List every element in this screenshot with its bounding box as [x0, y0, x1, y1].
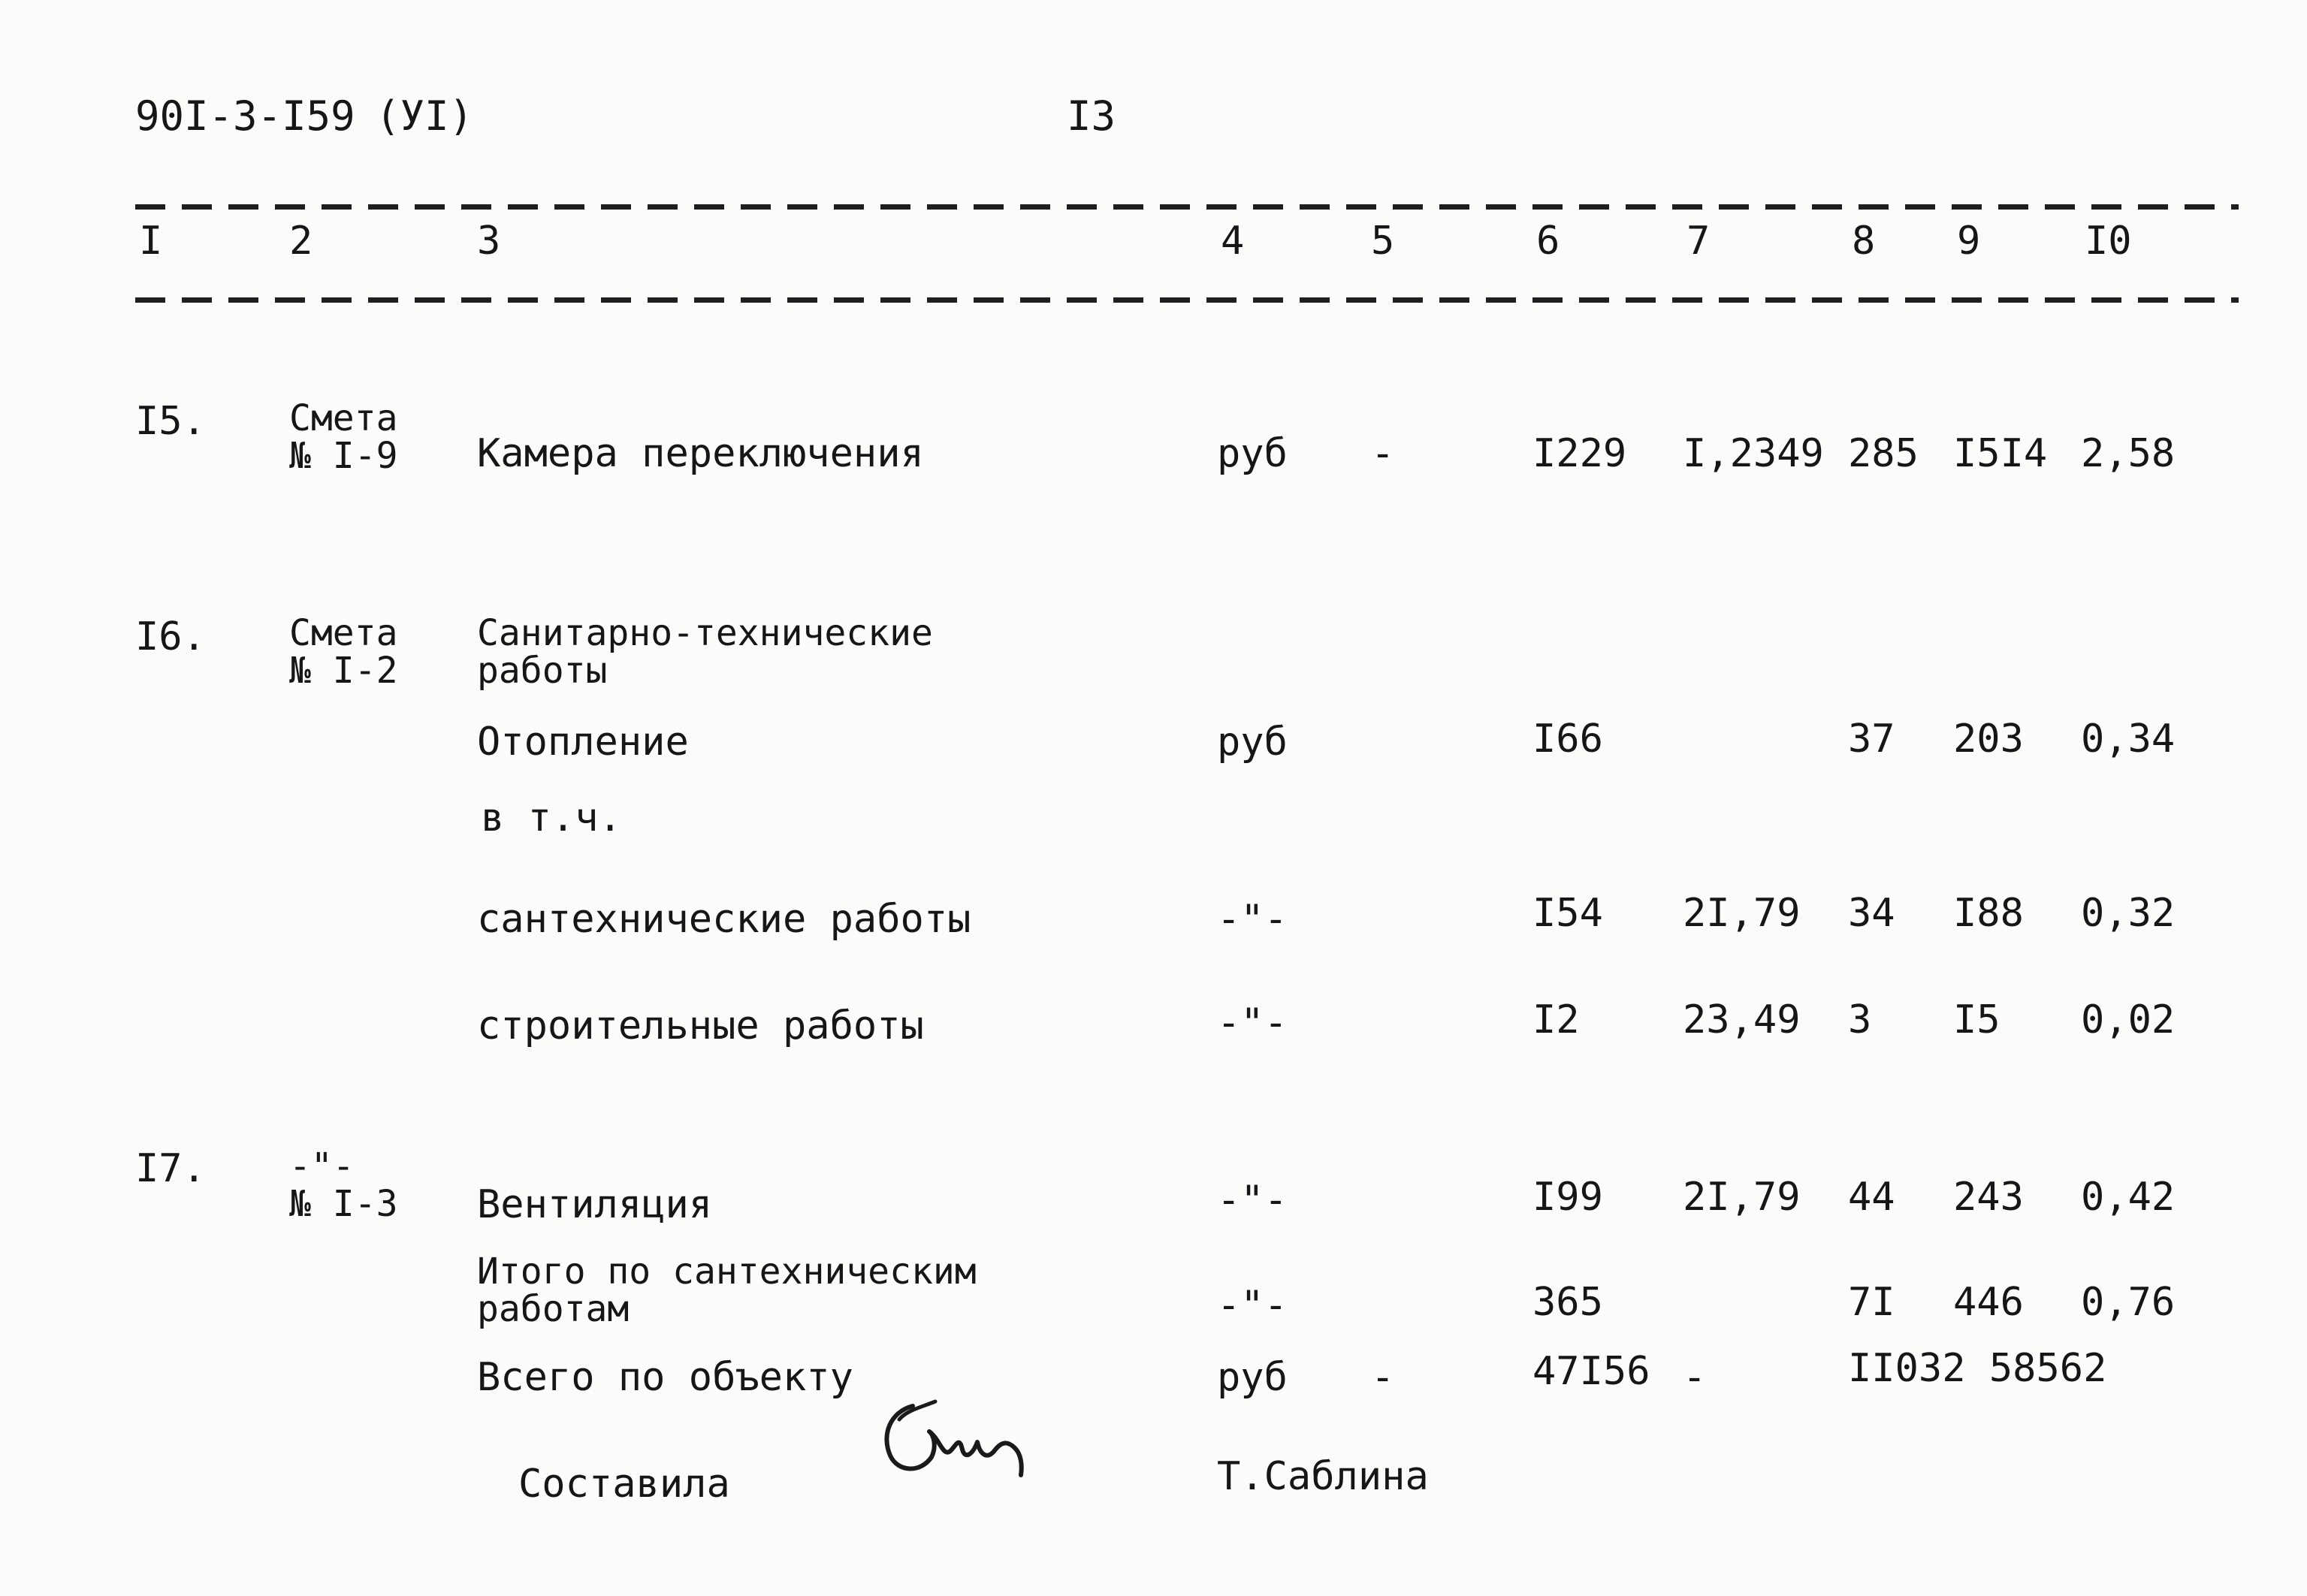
col6: I229 [1532, 431, 1627, 476]
col8: 34 [1848, 891, 1895, 936]
item-name: Итого по сантехническим работам [477, 1251, 977, 1330]
item-name: Вентиляция [477, 1182, 713, 1227]
unit: -"- [1217, 1000, 1288, 1045]
page-number: I3 [1067, 92, 1116, 140]
item-name: Всего по объекту [477, 1355, 853, 1400]
item-number: I6. [135, 614, 206, 659]
col10: 2,58 [2081, 431, 2176, 476]
estimate-ref: -"- № I-3 [289, 1145, 398, 1225]
col7: 23,49 [1683, 997, 1801, 1042]
item-number: I5. [135, 399, 206, 444]
column-header: 4 [1221, 219, 1245, 264]
compiled-by-label: Составила [518, 1462, 730, 1507]
col9: I88 [1953, 891, 2024, 936]
unit: руб [1217, 431, 1288, 476]
col6: I2 [1532, 997, 1580, 1042]
item-name: Отопление [477, 720, 689, 765]
author-name: Т.Саблина [1217, 1454, 1429, 1499]
item-name: строительные работы [477, 1003, 924, 1048]
col8: 7I [1848, 1280, 1895, 1325]
column-header: 5 [1371, 219, 1395, 264]
col10: 0,76 [2081, 1280, 2176, 1325]
col10: 0,32 [2081, 891, 2176, 936]
unit: -"- [1217, 897, 1288, 942]
col5: - [1371, 431, 1395, 476]
col5: - [1371, 1355, 1395, 1400]
col7: 2I,79 [1683, 891, 1801, 936]
col7: - [1683, 1355, 1707, 1400]
col6: I99 [1532, 1175, 1603, 1220]
column-header: 6 [1536, 219, 1560, 264]
col6: 365 [1532, 1280, 1603, 1325]
estimate-ref: Смета № I-2 [289, 612, 398, 692]
item-name: Санитарно-технические работы [477, 612, 933, 692]
col10: 0,34 [2081, 717, 2176, 762]
col8: 285 [1848, 431, 1919, 476]
col8: 3 [1848, 997, 1872, 1042]
col9: 446 [1953, 1280, 2024, 1325]
unit: -"- [1217, 1283, 1288, 1328]
col10: 0,02 [2081, 997, 2176, 1042]
document-variant: (УI) [376, 92, 474, 140]
col9: 203 [1953, 717, 2024, 762]
item-name: Камера переключения [477, 431, 924, 476]
header-rule-top [135, 204, 2239, 210]
unit: руб [1217, 720, 1288, 765]
item-name: сантехнические работы [477, 897, 971, 942]
unit: руб [1217, 1355, 1288, 1400]
col9: I5I4 [1953, 431, 2048, 476]
column-header: 7 [1686, 219, 1711, 264]
column-header: 9 [1957, 219, 1981, 264]
column-header: 3 [477, 219, 501, 264]
column-header: 2 [289, 219, 313, 264]
header-rule-bottom [135, 297, 2239, 303]
col6: 47I56 [1532, 1349, 1650, 1394]
col8: 37 [1848, 717, 1895, 762]
column-header: I [139, 219, 163, 264]
col8-9: II032 58562 [1848, 1346, 2107, 1391]
signature [868, 1397, 1033, 1495]
column-header: I0 [2085, 219, 2132, 264]
item-number: I7. [135, 1146, 206, 1191]
col6: I66 [1532, 717, 1603, 762]
col7: 2I,79 [1683, 1175, 1801, 1220]
estimate-ref: Смета № I-9 [289, 397, 398, 477]
unit: -"- [1217, 1178, 1288, 1223]
col9: I5 [1953, 997, 2001, 1042]
col7: I,2349 [1683, 431, 1824, 476]
document-code: 90I-3-I59 [135, 92, 355, 140]
col6: I54 [1532, 891, 1603, 936]
col9: 243 [1953, 1175, 2024, 1220]
column-header: 8 [1852, 219, 1876, 264]
item-name: в т.ч. [481, 795, 622, 840]
col8: 44 [1848, 1175, 1895, 1220]
col10: 0,42 [2081, 1175, 2176, 1220]
